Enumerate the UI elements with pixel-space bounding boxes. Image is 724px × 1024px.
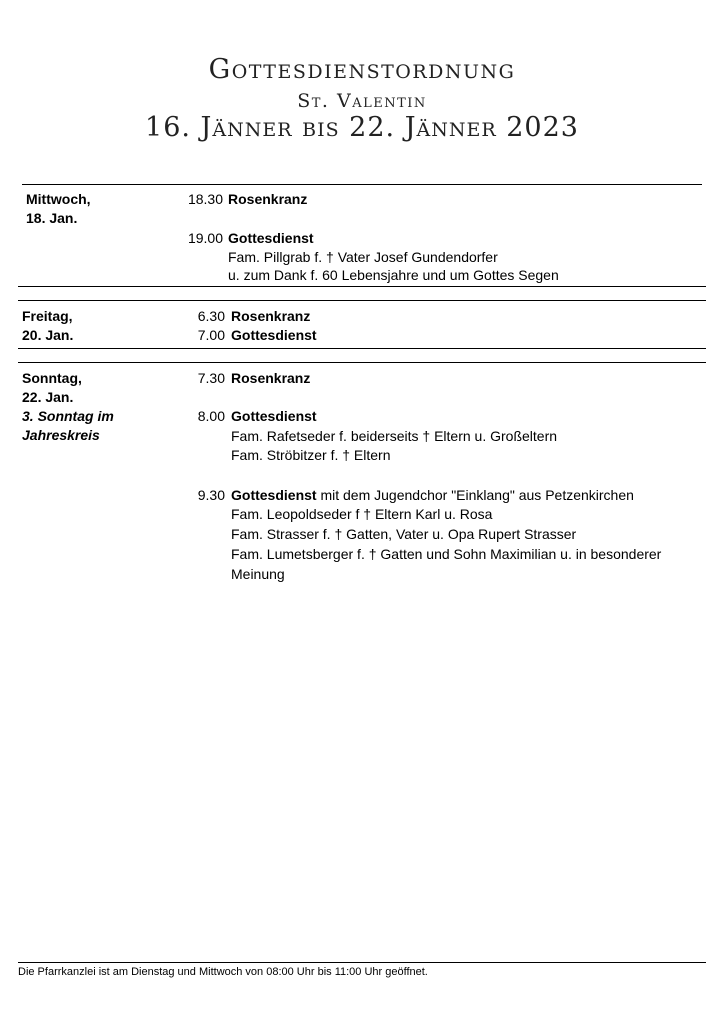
event-name: Rosenkranz xyxy=(231,370,311,386)
day-label: Sonntag, xyxy=(22,370,82,386)
date-label: 20. Jan. xyxy=(22,327,74,343)
event-time: 9.30 xyxy=(197,487,225,503)
event-time: 19.00 xyxy=(187,230,223,246)
footer-rule xyxy=(18,962,706,963)
section-rule-bottom xyxy=(18,348,706,349)
event-time: 7.00 xyxy=(197,327,225,343)
intention-line: u. zum Dank f. 60 Lebensjahre und um Gottes Segen xyxy=(228,267,559,283)
day-label: Freitag, xyxy=(22,308,73,324)
liturgical-note: 3. Sonntag im xyxy=(22,408,114,424)
event-time: 6.30 xyxy=(197,308,225,324)
intention-line: Fam. Pillgrab f. † Vater Josef Gundendorfer xyxy=(228,249,498,265)
day-label: Mittwoch, xyxy=(26,191,91,207)
liturgical-note: Jahreskreis xyxy=(22,427,100,443)
section-rule-top xyxy=(18,362,706,363)
event-time: 8.00 xyxy=(197,408,225,424)
event-heading-line xyxy=(231,486,634,505)
intention-line: Fam. Strasser f. † Gatten, Vater u. Opa Rupert Strasser xyxy=(231,526,577,542)
date-label: 18. Jan. xyxy=(26,210,78,226)
intention-line: Fam. Lumetsberger f. † Gatten und Sohn Maximilian u. in besonderer xyxy=(231,546,662,562)
event-name: Rosenkranz xyxy=(231,308,311,324)
event-name: Rosenkranz xyxy=(228,191,308,207)
intention-line: Meinung xyxy=(231,566,285,582)
intention-line: Fam. Ströbitzer f. † Eltern xyxy=(231,447,391,463)
event-time: 18.30 xyxy=(187,191,223,207)
event-suffix: mit dem Jugendchor "Einklang" aus Petzenkirchen xyxy=(316,487,634,503)
event-time: 7.30 xyxy=(197,370,225,386)
section-rule-top xyxy=(18,300,706,301)
office-hours-note: Die Pfarrkanzlei ist am Dienstag und Mittwoch von 08:00 Uhr bis 11:00 Uhr geöffnet. xyxy=(18,966,428,978)
intention-line: Fam. Rafetseder f. beiderseits † Eltern u. Großeltern xyxy=(231,428,558,444)
intention-line: Fam. Leopoldseder f † Eltern Karl u. Rosa xyxy=(231,506,493,522)
document-title: Gottesdienstordnung xyxy=(208,54,516,85)
event-name: Gottesdienst xyxy=(231,327,317,343)
parish-name: St. Valentin xyxy=(297,90,427,112)
section-rule-bottom xyxy=(18,286,706,287)
date-range: 16. Jänner bis 22. Jänner 2023 xyxy=(145,112,579,143)
date-label: 22. Jan. xyxy=(22,389,74,405)
section-rule-top xyxy=(22,184,702,185)
event-name: Gottesdienst xyxy=(228,230,314,246)
event-name: Gottesdienst xyxy=(231,487,317,503)
event-name: Gottesdienst xyxy=(231,408,317,424)
